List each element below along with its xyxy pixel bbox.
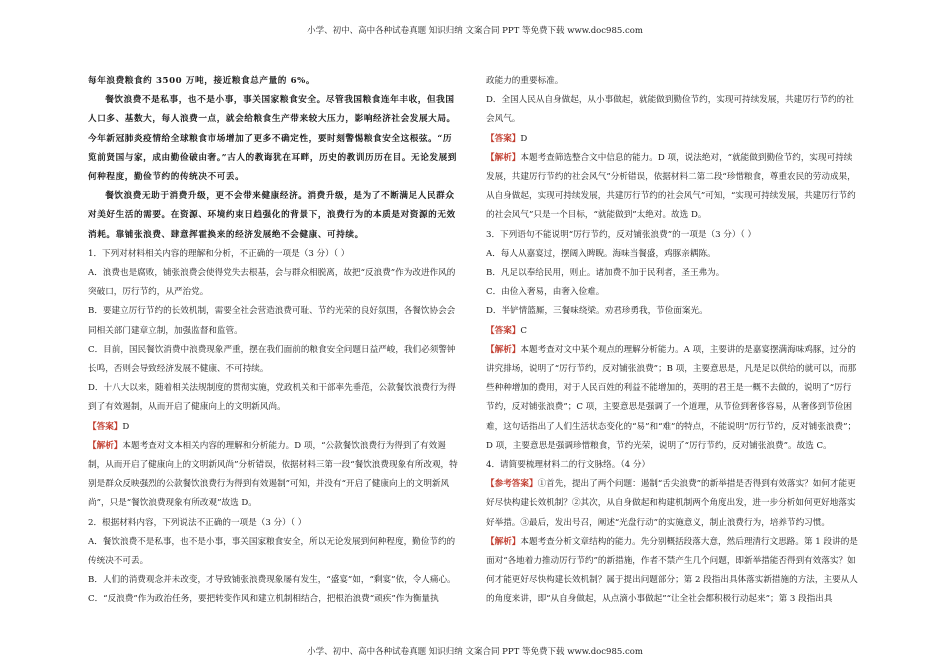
- question-1-option-b: B．要建立厉行节约的长效机制，需要全社会营造浪费可耻、节约光荣的良好氛围，各餐饮协会会同相关部门建章立制，加强监督和监管。: [88, 306, 456, 336]
- answer-value: ①首先，提出了两个问题：遏制“舌尖浪费”的新举措是否得到有效落实？如何才能更好尽快构建长效机制？②其次，从自身做起和构建机制两个角度出发，进一步分析如何更好地落实好举措。③最后，发出号召，阐述“光盘行动”的实施意义，制止浪费行为，培养节约习惯。: [486, 479, 856, 528]
- explanation-tag: 【解析】: [486, 152, 521, 163]
- question-4: 4．请简要梳理材料二的行文脉络。（4 分）: [486, 460, 651, 471]
- explanation-tag: 【解析】: [88, 440, 123, 451]
- left-column: [88, 72, 460, 610]
- question-1-option-a: A．浪费也是腐败，铺张浪费会使得党失去根基，会与群众相脱离，故把“反浪费”作为改进作风的突破口，厉行节约，从严治党。: [88, 268, 456, 298]
- continued-text: 政能力的重要标准。: [486, 76, 564, 86]
- question-3-option-a: A．每人从嘉宴过，摆阔入睥睨。海味当餐盛，鸡豚亲耦陈。: [486, 248, 716, 259]
- question-1: 1．下列对材料相关内容的理解和分析，不正确的一项是（3 分）（ ）: [88, 248, 350, 259]
- right-column: [486, 72, 858, 610]
- answer-2: [486, 130, 858, 149]
- explanation-2: [486, 149, 858, 226]
- answer-value: C: [520, 325, 527, 336]
- question-1-option-d: D．十八大以来，随着相关法规制度的贯彻实施，党政机关和干部率先垂范，公款餐饮浪费行为得到了有效遏制，从而开启了健康向上的文明新风尚。: [88, 383, 456, 413]
- explanation-tag: 【解析】: [486, 344, 521, 355]
- explanation-text: 本题考查对文中某个观点的理解分析能力。A 项，主要讲的是嘉宴摆满海味鸡豚，过分的讲究排场，说明了“厉行节约，反对铺张浪费”；B 项，主要意思是，凡是足以供给的就可以，而那些种种增加的费用，对于人民百姓的利益不能增加的，英明的君王是一概不去做的，说明了“厉行节约，反对铺张浪费”；C 项，主要意思是强调了一个道理，从节俭到奢侈容易，从奢侈到节俭困难，这句话指出了人们生活状态变化的“易”和“难”的特点，不能说明“厉行节约，反对铺张浪费”；D 项，主要意思是强调珍惜粮食，节约光荣，说明了“厉行节约，反对铺张浪费”。故选 C。: [486, 344, 857, 451]
- question-2: 2．根据材料内容，下列说法不正确的一项是（3 分）（ ）: [88, 517, 307, 528]
- answer-4: [486, 475, 858, 533]
- explanation-text: 本题考查对文本相关内容的理解和分析能力。D 项，“公款餐饮浪费行为得到了有效遏制，从而开启了健康向上的文明新风尚”分析错误，依据材料三第一段“餐饮浪费现象有所改观，特别是群众反映强烈的公款餐饮浪费行为得到有效遏制”可知，并没有“开启了健康向上的文明新风尚”，只是“餐饮浪费现象有所改观”故选 D。: [88, 440, 458, 509]
- question-1-option-c: C．目前，国民餐饮消费中浪费现象严重，摆在我们面前的粮食安全问题日益严峻，我们必须警钟长鸣，否则会导致经济发展不健康、不可持续。: [88, 344, 456, 375]
- answer-tag: 【答案】: [486, 133, 521, 144]
- question-2-option-b: B．人们的消费观念并未改变，才导致铺张浪费现象屡有发生，“盛宴”如，“剩宴”依，令人痛心。: [88, 575, 456, 586]
- question-3-option-c: C．由俭入奢易，由奢入俭难。: [486, 287, 605, 298]
- question-2-option-c: C．“反浪费”作为政治任务，要把转变作风和建立机制相结合，把根治浪费“顽疾”作为衡量执: [88, 594, 439, 605]
- answer-value: D: [122, 421, 130, 432]
- explanation-text: 本题考查分析文章结构的能力。先分别概括段落大意，然后理清行文思路。第 1 段讲的是面对“各地着力推动厉行节约”的新措施，作者不禁产生几个问题，即新举措能否得到有效落实？如何才能更好尽快构建长效机制？属于提出问题部分；第 2 段指出具体落实新措施的方法，主要从人的角度来讲，即“从自身做起，从点滴小事做起”“让全社会都积极行动起来”；第 3 段指出具: [486, 536, 858, 605]
- question-2-option-a: A．餐饮浪费不是私事，也不是小事，事关国家粮食安全，所以无论发展到何种程度，勤俭节约的传统决不可丢。: [88, 536, 456, 567]
- question-3: 3．下列语句不能说明“厉行节约，反对铺张浪费”的一项是（3 分）（ ）: [486, 229, 757, 240]
- answer-tag: 【参考答案】: [486, 479, 538, 490]
- page-footer: 小学、初中、高中各种试卷真题 知识归纳 文案合同 PPT 等免费下载 www.doc985.com: [307, 647, 643, 657]
- question-3-option-b: B．凡足以奉给民用，则止。诸加费不加于民利者，圣王弗为。: [486, 268, 725, 279]
- explanation-tag: 【解析】: [486, 536, 521, 547]
- explanation-text: 本题考查筛选整合文中信息的能力。D 项，说法绝对，“就能做到勤俭节约，实现可持续发展，共建厉行节约的社会风气”分析错误，依据材料二第二段“珍惜粮食，尊重农民的劳动成果，从自身做起，实现可持续发展，共建厉行节约的社会风气”可知，“实现可持续发展，共建厉行节约的社会风气”只是一个目标，“就能做到”太绝对。故选 D。: [486, 152, 856, 221]
- material-paragraph: 每年浪费粮食约 3500 万吨，接近粮食总产量的 6%。: [88, 76, 316, 86]
- answer-value: D: [520, 133, 528, 144]
- answer-1: [88, 418, 460, 437]
- answer-3: [486, 322, 858, 341]
- answer-tag: 【答案】: [486, 325, 521, 336]
- page-header: 小学、初中、高中各种试卷真题 知识归纳 文案合同 PPT 等免费下载 www.doc985.com: [307, 26, 643, 36]
- material-paragraph: 餐饮浪费不是私事，也不是小事，事关国家粮食安全。尽管我国粮食连年丰收，但我国人口多、基数大，每人浪费一点，就会给粮食生产带来较大压力，影响经济社会发展大局。今年新冠肺炎疫情给全球粮食市场增加了更多不确定性，要时刻警惕粮食安全这根弦。“历览前贤国与家，成由勤俭破由奢。”古人的教诲犹在耳畔，历史的教训历历在目。无论发展到何种程度，勤俭节约的传统决不可丢。: [88, 95, 457, 183]
- material-paragraph: 餐饮浪费无助于消费升级，更不会带来健康经济。消费升级，是为了不断满足人民群众对美好生活的需要。在资源、环境约束日趋强化的背景下，浪费行为的本质是对资源的无效消耗。靠铺张浪费、肆意挥霍换来的经济发展绝不会健康、可持续。: [88, 191, 456, 240]
- question-2-option-d: D．全国人民从自身做起，从小事做起，就能做到勤俭节约，实现可持续发展，共建厉行节约的社会风气。: [486, 95, 854, 125]
- explanation-3: [486, 341, 858, 456]
- answer-tag: 【答案】: [88, 421, 123, 432]
- explanation-1: [88, 437, 460, 514]
- question-3-option-d: D．半铲情篮厮，三餐味绕梁。劝君珍勇我，节俭面案光。: [486, 306, 708, 317]
- explanation-4: [486, 533, 858, 610]
